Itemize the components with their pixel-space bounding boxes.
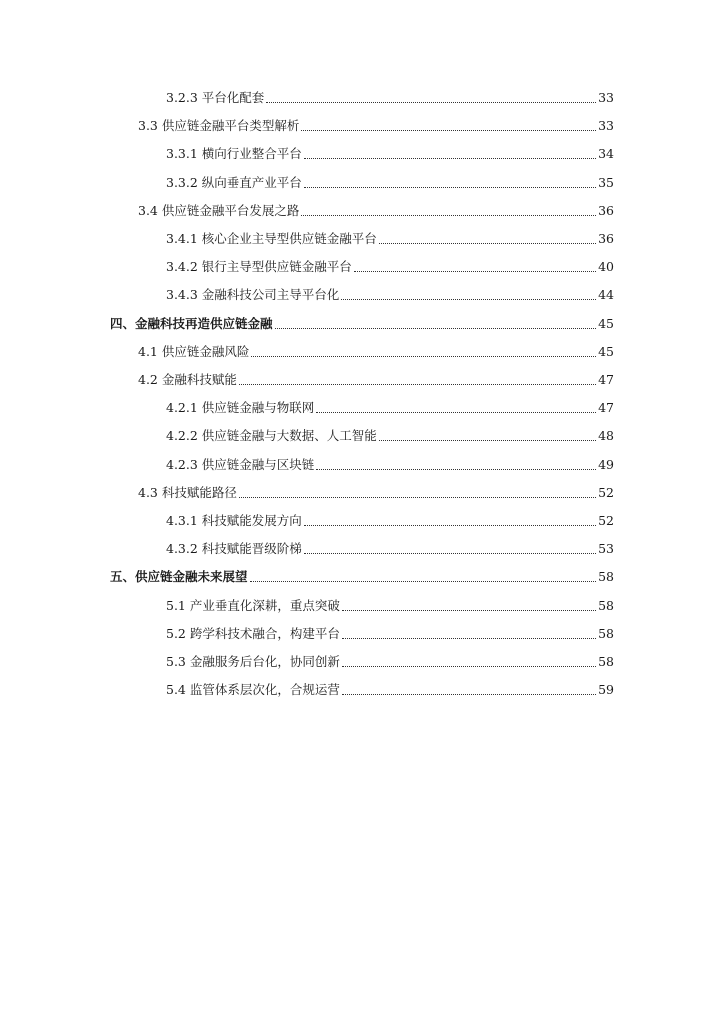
toc-dot-leader xyxy=(304,157,596,159)
toc-entry[interactable] xyxy=(166,652,614,672)
toc-entry-title: 3.4 供应链金融平台发展之路 xyxy=(138,202,300,218)
toc-entry-title: 4.1 供应链金融风险 xyxy=(138,343,250,359)
toc-entry[interactable] xyxy=(110,314,614,334)
toc-dot-leader xyxy=(316,411,596,413)
toc-dot-leader xyxy=(239,383,596,385)
toc-entry-title: 4.2 金融科技赋能 xyxy=(138,372,237,387)
toc-page-number: 34 xyxy=(598,146,614,162)
toc-entry-title: 4.3.1 科技赋能发展方向 xyxy=(166,513,302,528)
toc-page-number: 45 xyxy=(598,315,614,331)
toc-page-number: 49 xyxy=(598,456,614,472)
toc-entry[interactable] xyxy=(166,596,614,616)
toc-entry-title: 3.3.1 横向行业整合平台 xyxy=(166,146,302,162)
toc-page-number: 58 xyxy=(598,654,614,669)
toc-dot-leader xyxy=(342,693,596,695)
toc-page-number: 47 xyxy=(598,400,614,416)
toc-entry[interactable] xyxy=(166,539,614,559)
toc-dot-leader xyxy=(301,129,596,131)
toc-page-number: 58 xyxy=(598,597,614,613)
toc-dot-leader xyxy=(275,327,597,329)
toc-dot-leader xyxy=(342,665,596,667)
toc-page-number: 33 xyxy=(598,90,614,105)
toc-entry[interactable] xyxy=(166,455,614,475)
toc-entry[interactable] xyxy=(166,511,614,531)
toc-page-number: 47 xyxy=(598,372,614,387)
toc-entry[interactable] xyxy=(138,116,614,136)
toc-page-number: 52 xyxy=(598,513,614,528)
toc-entry[interactable] xyxy=(166,257,614,277)
toc-page-number: 53 xyxy=(598,541,614,557)
toc-entry-title: 3.3.2 纵向垂直产业平台 xyxy=(166,174,302,190)
toc-dot-leader xyxy=(304,524,596,526)
toc-dot-leader xyxy=(379,439,596,441)
toc-entry[interactable] xyxy=(166,624,614,644)
toc-entry[interactable] xyxy=(138,483,614,503)
toc-dot-leader xyxy=(239,496,596,498)
toc-page-number: 36 xyxy=(598,231,614,246)
toc-entry-title: 4.2.2 供应链金融与大数据、人工智能 xyxy=(166,428,377,444)
toc-dot-leader xyxy=(301,214,596,216)
toc-entry-title: 5.4 监管体系层次化，合规运营 xyxy=(166,682,340,698)
toc-entry-title: 3.3 供应链金融平台类型解析 xyxy=(138,118,300,134)
toc-entry[interactable] xyxy=(138,342,614,362)
toc-page-number: 59 xyxy=(598,682,614,698)
toc-dot-leader xyxy=(342,609,596,611)
toc-page-number: 48 xyxy=(598,428,614,444)
toc-entry-title: 4.2.1 供应链金融与物联网 xyxy=(166,400,315,416)
toc-entry[interactable] xyxy=(138,370,614,390)
toc-entry[interactable] xyxy=(166,285,614,305)
toc-dot-leader xyxy=(316,468,596,470)
toc-entry-title: 4.3 科技赋能路径 xyxy=(138,484,237,500)
toc-page-number: 44 xyxy=(598,287,614,303)
toc-entry[interactable] xyxy=(166,398,614,418)
toc-dot-leader xyxy=(354,270,596,272)
toc-entry[interactable] xyxy=(166,229,614,249)
toc-entry[interactable] xyxy=(166,88,614,108)
toc-entry[interactable] xyxy=(166,426,614,446)
toc-entry-title: 5.3 金融服务后台化，协同创新 xyxy=(166,654,340,669)
toc-dot-leader xyxy=(251,355,596,357)
toc-entry-title: 4.2.3 供应链金融与区块链 xyxy=(166,456,315,472)
toc-dot-leader xyxy=(342,637,596,639)
toc-dot-leader xyxy=(379,242,596,244)
toc-dot-leader xyxy=(304,552,596,554)
toc-entry-title: 3.4.2 银行主导型供应链金融平台 xyxy=(166,259,352,275)
toc-entry-title: 四、金融科技再造供应链金融 xyxy=(110,315,273,331)
toc-page-number: 45 xyxy=(598,343,614,359)
toc-entry-title: 5.1 产业垂直化深耕，重点突破 xyxy=(166,597,340,613)
toc-entry[interactable] xyxy=(166,680,614,700)
toc-entry[interactable] xyxy=(166,173,614,193)
toc-entry-title: 4.3.2 科技赋能晋级阶梯 xyxy=(166,541,302,557)
toc-entry-title: 五、供应链金融未来展望 xyxy=(110,569,248,585)
toc-page-number: 35 xyxy=(598,174,614,190)
toc-dot-leader xyxy=(250,580,597,582)
toc-page-number: 52 xyxy=(598,484,614,500)
toc-dot-leader xyxy=(266,101,596,103)
toc-entry-title: 3.4.3 金融科技公司主导平台化 xyxy=(166,287,340,303)
toc-dot-leader xyxy=(341,298,596,300)
toc-entry[interactable] xyxy=(110,567,614,587)
toc-page-number: 36 xyxy=(598,202,614,218)
toc-entry-title: 3.4.1 核心企业主导型供应链金融平台 xyxy=(166,231,377,246)
toc-entry-title: 3.2.3 平台化配套 xyxy=(166,90,265,105)
toc-dot-leader xyxy=(304,186,596,188)
toc-page-number: 40 xyxy=(598,259,614,275)
toc-entry-title: 5.2 跨学科技术融合，构建平台 xyxy=(166,625,340,641)
toc-page-number: 33 xyxy=(598,118,614,134)
toc-page-number: 58 xyxy=(598,625,614,641)
toc-entry[interactable] xyxy=(166,144,614,164)
toc-entry[interactable] xyxy=(138,201,614,221)
toc-page-number: 58 xyxy=(598,569,614,585)
